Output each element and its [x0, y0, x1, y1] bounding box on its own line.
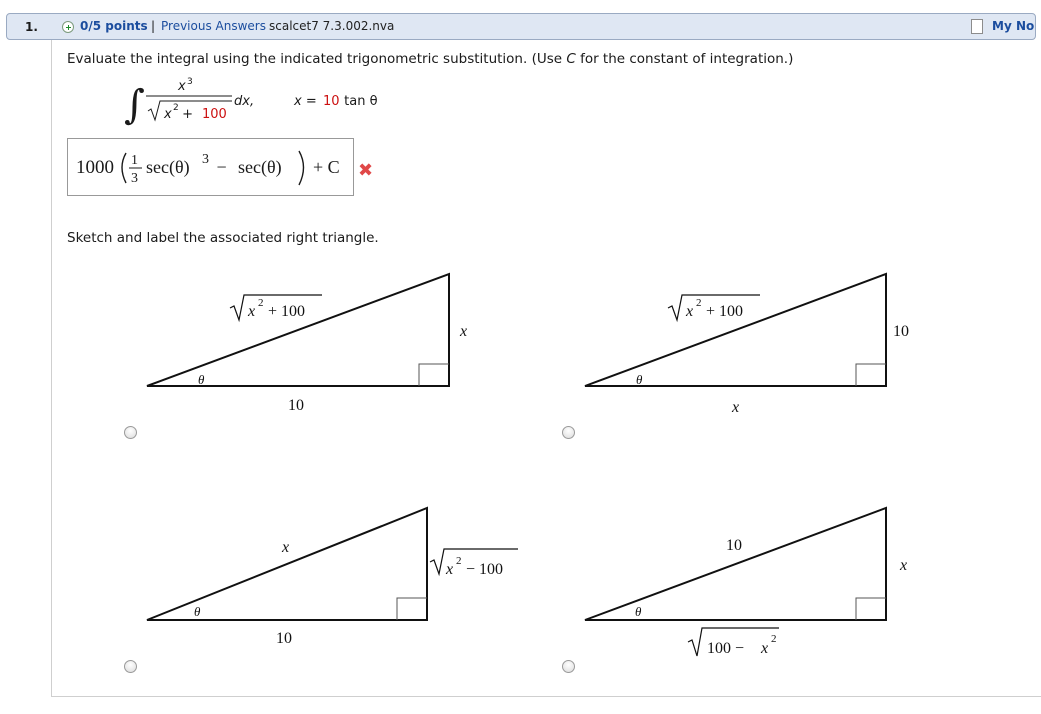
triangle-4-adj-lead: 100 − [707, 640, 749, 657]
triangle-3-hypotenuse: x [282, 539, 290, 556]
incorrect-mark-icon: ✖ [358, 160, 374, 181]
answer-input-box[interactable] [67, 138, 354, 196]
triangle-3-opp-exp: 2 [456, 555, 462, 567]
substitution-lhs: x = [294, 94, 321, 109]
triangle-4-hypotenuse: 10 [726, 537, 742, 554]
triangle-1-angle: θ [198, 372, 205, 387]
answer-term1: sec(θ) [146, 157, 190, 177]
integral-sign: ∫ [124, 82, 145, 128]
triangle-option-3 [140, 500, 530, 650]
triangle-2-hyp-var: x [686, 303, 694, 320]
question-prompt: Evaluate the integral using the indicated trigonometric substitution. (Use C for the constant of integration.) [67, 51, 794, 67]
answer-term2: sec(θ) [238, 157, 282, 177]
triangle-2-adjacent: x [732, 399, 740, 416]
triangle-option-4 [578, 500, 924, 670]
answer-coefficient: 1000 [76, 157, 114, 178]
triangle-4-opposite: x [900, 557, 908, 574]
denominator-constant: 100 [202, 107, 227, 122]
triangle-1-opposite: x [460, 323, 468, 340]
triangle-1-hyp-exp: 2 [258, 297, 264, 309]
question-header-bar [6, 13, 1036, 40]
integral-expression [120, 74, 390, 130]
answer-minus: − [212, 157, 232, 177]
triangle-1-hyp-var: x [248, 303, 256, 320]
answer-expression [68, 139, 353, 195]
denominator-exponent: 2 [173, 103, 179, 113]
triangle-1-adjacent: 10 [288, 397, 304, 414]
triangle-option-1 [140, 268, 470, 418]
triangle-3-angle: θ [194, 604, 201, 619]
notes-icon[interactable] [971, 19, 983, 34]
triangle-option-2 [578, 268, 924, 418]
denominator-plus: + [178, 107, 198, 122]
question-code: scalcet7 7.3.002.nva [269, 19, 395, 33]
answer-fraction-denominator: 3 [131, 171, 138, 186]
triangle-3-opp-var: x [446, 561, 454, 578]
triangle-4-angle: θ [635, 604, 642, 619]
expand-plus-icon[interactable] [62, 21, 74, 33]
previous-answers-link[interactable]: Previous Answers [161, 19, 266, 33]
points-link[interactable]: 0/5 points [80, 19, 148, 33]
sketch-prompt: Sketch and label the associated right triangle. [67, 230, 379, 246]
triangle-4-adj-var: x [761, 640, 769, 657]
triangle-option-1-radio[interactable] [124, 426, 137, 439]
integrand-numerator: x [178, 79, 186, 94]
answer-plus-c: + C [313, 157, 340, 177]
triangle-3-adjacent: 10 [276, 630, 292, 647]
triangle-2-hyp-exp: 2 [696, 297, 702, 309]
triangle-1-hyp-rest: + 100 [264, 303, 306, 320]
triangle-4-adj-exp: 2 [771, 633, 777, 645]
triangle-option-2-radio[interactable] [562, 426, 575, 439]
substitution-rhs: tan θ [340, 94, 378, 109]
numerator-exponent: 3 [187, 77, 193, 87]
substitution-constant: 10 [323, 94, 340, 109]
header-separator: | [151, 19, 156, 33]
triangle-3-opp-rest: − 100 [462, 561, 504, 578]
triangle-option-4-radio[interactable] [562, 660, 575, 673]
question-number: 1. [25, 20, 38, 34]
my-notes-link[interactable]: My No [992, 19, 1035, 33]
denominator-variable: x [164, 107, 172, 122]
triangle-option-3-radio[interactable] [124, 660, 137, 673]
triangle-2-opposite: 10 [893, 323, 909, 340]
answer-fraction-numerator: 1 [131, 153, 138, 168]
triangle-2-hyp-rest: + 100 [702, 303, 744, 320]
dx-label: dx, [234, 94, 255, 109]
triangle-2-angle: θ [636, 372, 643, 387]
answer-term1-exponent: 3 [202, 152, 209, 167]
